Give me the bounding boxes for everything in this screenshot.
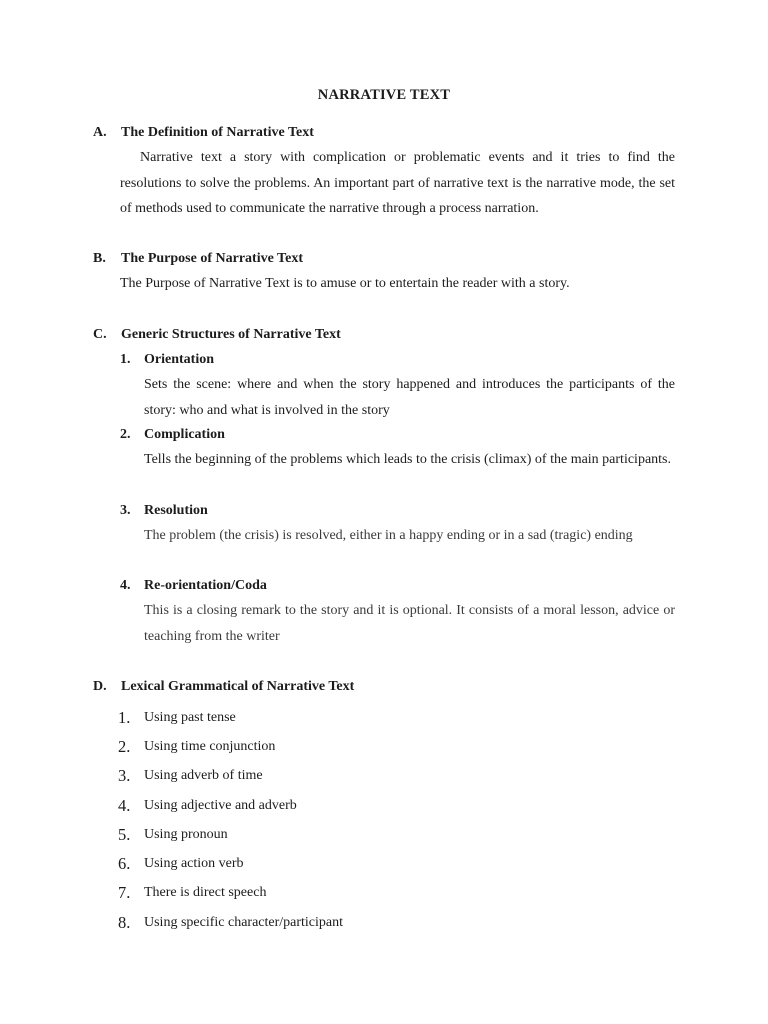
section-b-heading: [93, 251, 303, 267]
section-c-title: Generic Structures of Narrative Text: [121, 327, 341, 342]
section-a-paragraph: [120, 145, 675, 222]
document-title: NARRATIVE TEXT: [317, 87, 451, 103]
section-d-letter: D.: [93, 679, 107, 694]
list-item: 1. Using past tense: [118, 707, 236, 727]
list-item: 4. Using adjective and adverb: [118, 795, 297, 815]
section-a-title: The Definition of Narrative Text: [121, 125, 314, 140]
section-b-paragraph: [120, 271, 675, 297]
list-item: 7. There is direct speech: [118, 883, 267, 903]
section-b-body: The Purpose of Narrative Text is to amuse or to entertain the reader with a story.: [120, 276, 570, 291]
section-a-letter: A.: [93, 125, 107, 140]
structure-item-body: This is a closing remark to the story and it is optional. It consists of a moral lesson, advice or teaching from the writer: [144, 603, 675, 644]
structure-item-body: The problem (the crisis) is resolved, either in a happy ending or in a sad (tragic) ending: [144, 528, 633, 543]
structure-item-body: Sets the scene: where and when the story happened and introduces the participants of the story: who and what is involved in the story: [144, 377, 675, 418]
structure-item-heading: 2. Complication: [120, 427, 225, 442]
structure-item-heading: 3. Resolution: [120, 503, 208, 518]
section-a-heading: [93, 125, 314, 141]
lexical-feature-list: [118, 703, 343, 937]
section-c-letter: C.: [93, 327, 107, 342]
structure-item-body: Tells the beginning of the problems which leads to the crisis (climax) of the main participants.: [144, 452, 671, 467]
section-d-title: Lexical Grammatical of Narrative Text: [121, 679, 355, 694]
list-item: 3. Using adverb of time: [118, 766, 263, 786]
structure-item-heading: 1. Orientation: [120, 352, 214, 367]
section-c-heading: [93, 327, 341, 343]
section-d-heading: [93, 679, 354, 695]
structure-item-heading: 4. Re-orientation/Coda: [120, 578, 267, 593]
section-b-letter: B.: [93, 251, 106, 266]
list-item: 5. Using pronoun: [118, 824, 228, 844]
section-b-title: The Purpose of Narrative Text: [121, 251, 303, 266]
list-item: 6. Using action verb: [118, 854, 244, 874]
list-item: 2. Using time conjunction: [118, 736, 276, 756]
section-a-body: Narrative text a story with complication or problematic events and it tries to find the resolutions to solve the problems. An important part of narrative text is the narrative mode, the set of methods used to communicate the narrative through a process narration.: [120, 150, 675, 216]
list-item: 8. Using specific character/participant: [118, 912, 344, 932]
